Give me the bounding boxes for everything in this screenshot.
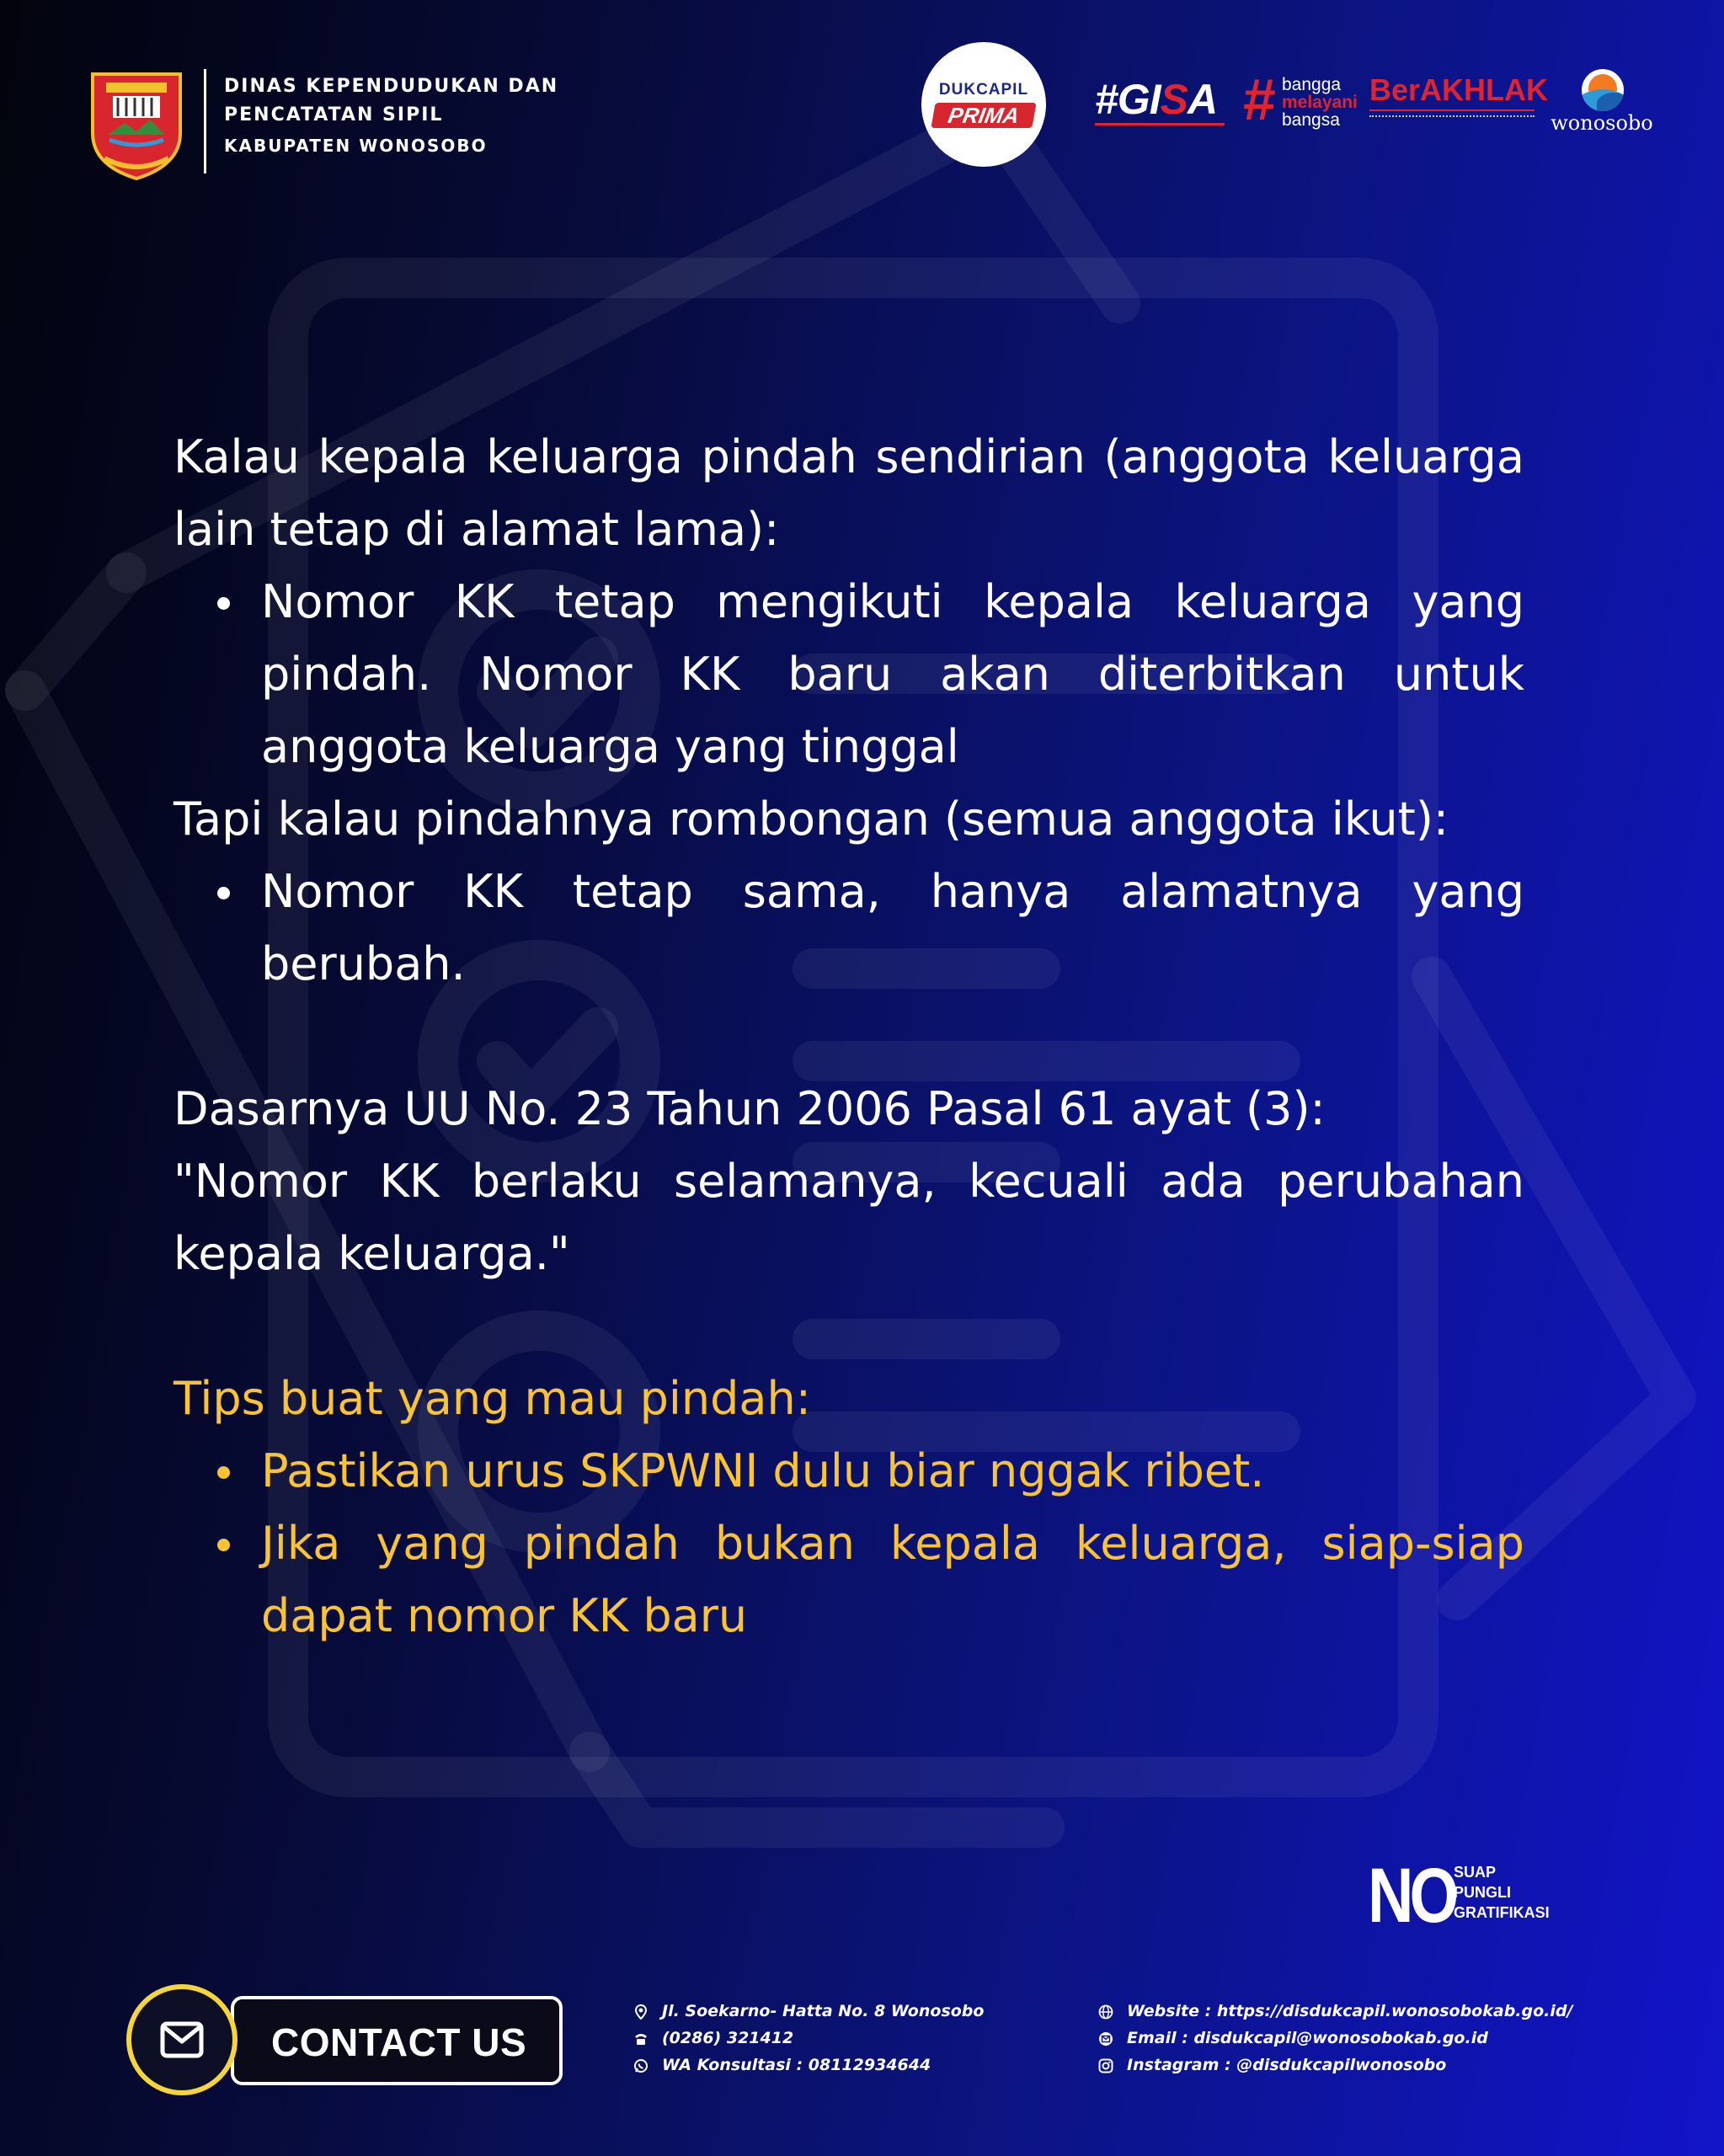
list-item: Nomor KK tetap sama, hanya alamatnya yang berubah. [261, 856, 1524, 1001]
bangga-logo-word-3: bangsa [1282, 110, 1340, 130]
header-divider [204, 69, 206, 173]
agency-name [224, 72, 558, 160]
website-link[interactable]: Website : https://disdukcapil.wonosobokab.go.id/ [1127, 2002, 1573, 2020]
bangga-melayani-bangsa-logo [1243, 67, 1366, 132]
paragraph-rombongan: Tapi kalau pindahnya rombongan (semua anggota ikut): [173, 792, 1449, 846]
no-pungli-badge [1368, 1853, 1578, 1939]
wonosobo-logo-emblem-icon [1582, 69, 1624, 111]
phone-icon [633, 2031, 649, 2047]
list-kepala-pindah [173, 566, 1524, 783]
gisa-logo [1095, 76, 1230, 130]
no-pungli-line-1: SUAP [1454, 1864, 1497, 1881]
wonosobo-logo-text: wonosobo [1551, 111, 1653, 135]
envelope-icon [160, 2021, 204, 2058]
instagram-icon [1098, 2058, 1113, 2073]
gisa-logo-text: #GISA [1095, 76, 1218, 123]
no-pungli-big-text: NO [1368, 1853, 1455, 1939]
address-text: Jl. Soekarno- Hatta No. 8 Wonosobo [662, 2002, 985, 2020]
whatsapp-text: WA Konsultasi : 08112934644 [662, 2056, 931, 2074]
berakhlak-logo [1369, 72, 1549, 131]
agency-line-3: KABUPATEN WONOSOBO [224, 136, 488, 156]
instagram-link[interactable]: Instagram : @disdukcapilwonosobo [1127, 2056, 1447, 2074]
tips-item: Pastikan urus SKPWNI dulu biar nggak ribet. [261, 1435, 1524, 1508]
tips-list [173, 1435, 1524, 1652]
agency-line-1: DINAS KEPENDUDUKAN DAN [224, 76, 559, 97]
paragraph-dasar-hukum: Dasarnya UU No. 23 Tahun 2006 Pasal 61 ayat (3): [173, 1082, 1326, 1135]
list-item: Nomor KK tetap mengikuti kepala keluarga yang pindah. Nomor KK baru akan diterbitkan untuk anggota keluarga yang tinggal [261, 566, 1524, 783]
berakhlak-logo-text: BerAKHLAK [1369, 72, 1549, 107]
dukcapil-prima-logo-top: DUKCAPIL [938, 81, 1029, 99]
contact-us-button[interactable] [231, 1996, 563, 2085]
dukcapil-prima-logo-bottom: PRIMA [931, 103, 1036, 128]
no-pungli-line-3: GRATIFIKASI [1454, 1904, 1550, 1921]
list-rombongan [173, 856, 1524, 1001]
tips-title: Tips buat yang mau pindah: [173, 1372, 811, 1425]
bangga-logo-word-1: bangga [1282, 75, 1342, 94]
tips-item: Jika yang pindah bukan kepala keluarga, siap-siap dapat nomor KK baru [261, 1508, 1524, 1652]
phone-text: (0286) 321412 [662, 2029, 794, 2047]
wonosobo-shield-icon [88, 71, 185, 182]
bangga-logo-hash-icon: # [1243, 67, 1276, 132]
no-pungli-line-2: PUNGLI [1454, 1884, 1512, 1901]
contact-email-button[interactable] [126, 1984, 238, 2095]
email-icon [1098, 2031, 1113, 2047]
bangga-logo-word-2: melayani [1282, 93, 1358, 112]
gisa-logo-underline [1095, 123, 1225, 125]
wonosobo-logo [1546, 69, 1657, 141]
whatsapp-icon [633, 2058, 649, 2073]
email-link[interactable]: Email : disdukcapil@wonosobokab.go.id [1127, 2029, 1488, 2047]
contact-us-label: CONTACT US [271, 2020, 527, 2064]
location-icon [633, 2004, 649, 2020]
dukcapil-prima-logo [921, 42, 1046, 167]
header [0, 0, 1724, 185]
berakhlak-logo-underline [1369, 109, 1535, 111]
berakhlak-logo-tagline-mark [1369, 115, 1535, 120]
paragraph-kepala-pindah: Kalau kepala keluarga pindah sendirian (anggota keluarga lain tetap di alamat lama): [173, 430, 1524, 556]
globe-icon [1098, 2004, 1113, 2020]
paragraph-kutipan-uu: "Nomor KK berlaku selamanya, kecuali ada perubahan kepala keluarga." [173, 1155, 1524, 1280]
agency-line-2: PENCATATAN SIPIL [224, 104, 444, 125]
main-content [173, 421, 1524, 1652]
